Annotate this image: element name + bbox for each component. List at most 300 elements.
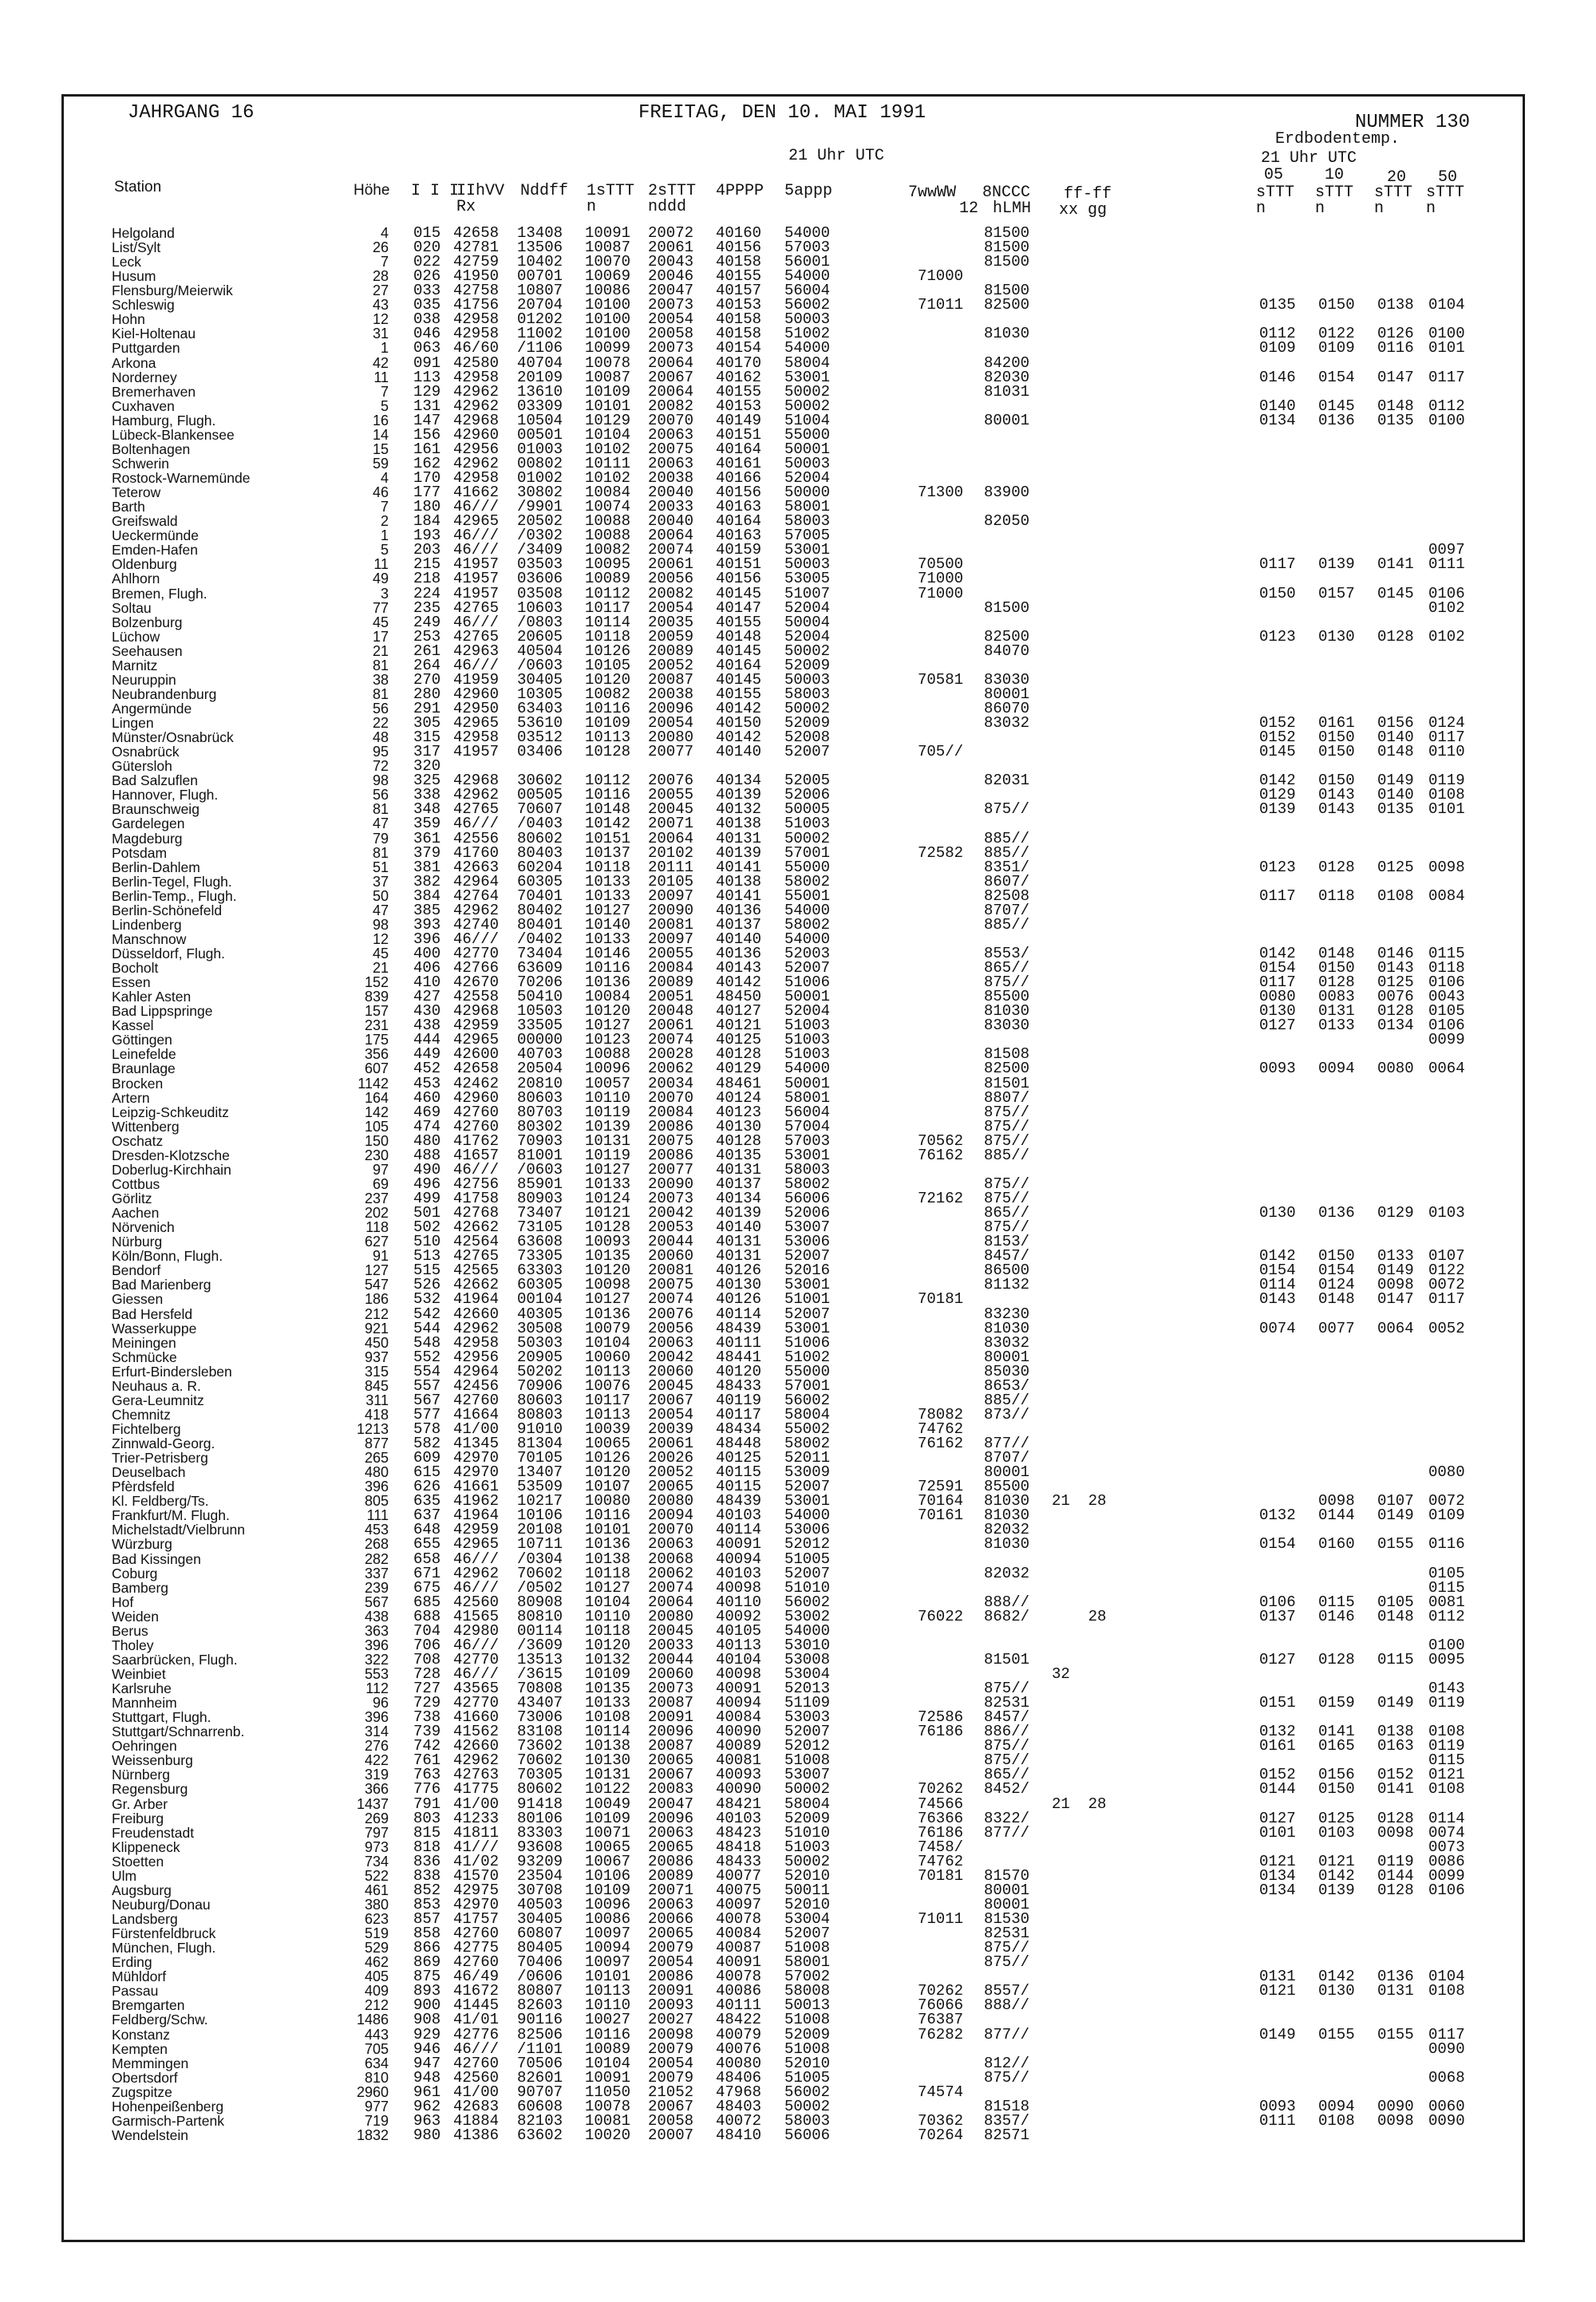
cell-f: 50013 (784, 1996, 831, 2015)
cell-d: 20074 (648, 1031, 694, 1049)
cell-h: 805 (364, 1493, 389, 1510)
cell-a: 42456 (453, 1376, 500, 1395)
cell-s4: 0117 (1428, 2025, 1465, 2043)
cell-b: 80602 (517, 829, 563, 847)
cell-g: 71011 (918, 1910, 964, 1929)
cell-c: 10071 (585, 1823, 631, 1842)
cell-id: 460 (413, 1088, 441, 1107)
cell-f: 57001 (784, 843, 831, 862)
cell-h: 269 (364, 1810, 389, 1826)
cell-e: 40078 (716, 1910, 762, 1929)
cell-a: 41762 (453, 1131, 500, 1150)
cell-d: 20075 (648, 440, 694, 458)
cell-g: 70262 (918, 1982, 964, 2000)
cell-a: 41964 (453, 1290, 500, 1309)
cell-e: 40137 (716, 1175, 762, 1193)
cell-d: 20077 (648, 743, 694, 761)
cell-name: Ahlhorn (112, 571, 160, 587)
cell-s4: 0090 (1428, 2111, 1465, 2130)
cell-e: 40126 (716, 1290, 762, 1309)
cell-h: 22 (372, 715, 389, 732)
cell-c: 10151 (585, 829, 631, 847)
cell-f: 56002 (784, 1593, 831, 1611)
cell-id: 161 (413, 440, 441, 458)
cell-d: 20063 (648, 1895, 694, 1913)
cell-s1: 0117 (1259, 973, 1296, 992)
cell-a: 42560 (453, 1593, 500, 1611)
cell-f: 56002 (784, 2083, 831, 2101)
cell-a: 41661 (453, 1478, 500, 1496)
cell-a: 42600 (453, 1045, 500, 1064)
cell-e: 40110 (716, 1593, 762, 1611)
cell-f: 52012 (784, 1737, 831, 1755)
cell-a: 42963 (453, 642, 500, 660)
soil-depth-05: 05 (1264, 166, 1284, 184)
cell-b: 00000 (517, 1031, 563, 1049)
cell-h: 202 (364, 1205, 389, 1222)
cell-id: 020 (413, 239, 441, 257)
cell-g: 72162 (918, 1190, 964, 1208)
cell-name: Stuttgart/Schnarrenb. (112, 1724, 245, 1740)
cell-name: Oschatz (112, 1132, 164, 1149)
cell-id: 430 (413, 1002, 441, 1021)
cell-c: 10142 (585, 815, 631, 833)
cell-k: 81518 (984, 2097, 1030, 2115)
cell-e: 48422 (716, 2011, 762, 2029)
cell-d: 20089 (648, 973, 694, 992)
cell-k: 875// (984, 1737, 1030, 1755)
cell-k: 85030 (984, 1362, 1030, 1380)
cell-a: 42580 (453, 353, 500, 372)
cell-c: 10127 (585, 1290, 631, 1309)
cell-s4: 0043 (1428, 988, 1465, 1006)
cell-id: 961 (413, 2083, 441, 2101)
cell-e: 48433 (716, 1376, 762, 1395)
cell-a: 42663 (453, 858, 500, 876)
cell-c: 10135 (585, 1247, 631, 1266)
cell-b: 70602 (517, 1564, 563, 1582)
cell-c: 10084 (585, 988, 631, 1006)
cell-h: 7 (380, 499, 389, 515)
cell-c: 10100 (585, 310, 631, 329)
cell-f: 52009 (784, 2025, 831, 2043)
cell-c: 10082 (585, 685, 631, 703)
cell-id: 046 (413, 325, 441, 343)
table-row (0, 1350, 1596, 1364)
cell-id: 963 (413, 2111, 441, 2130)
cell-a: 46/// (453, 527, 500, 545)
cell-c: 10127 (585, 901, 631, 919)
cell-h: 314 (364, 1724, 389, 1740)
cell-id: 203 (413, 541, 441, 559)
cell-a: 42760 (453, 1953, 500, 1972)
cell-a: 46/// (453, 815, 500, 833)
cell-f: 50011 (784, 1881, 831, 1899)
cell-name: Bad Hersfeld (112, 1305, 193, 1322)
cell-name: Schmücke (112, 1348, 177, 1365)
cell-h: 4 (380, 225, 389, 241)
cell-s2: 0118 (1318, 886, 1355, 905)
table-row (0, 1535, 1596, 1554)
table-row (0, 353, 1596, 372)
cell-d: 20048 (648, 1002, 694, 1021)
cell-d: 20073 (648, 1190, 694, 1208)
cell-k: 82500 (984, 1060, 1030, 1078)
cell-s3: 0105 (1377, 1593, 1414, 1611)
cell-s1: 0152 (1259, 714, 1296, 732)
cell-f: 55002 (784, 1420, 831, 1438)
cell-id: 893 (413, 1982, 441, 2000)
column-header-clouds-sub: hLMH (993, 199, 1032, 218)
cell-f: 50001 (784, 440, 831, 458)
cell-a: 42959 (453, 1017, 500, 1035)
cell-g: 76282 (918, 2025, 964, 2043)
cell-a: 41445 (453, 1996, 500, 2015)
cell-f: 58001 (784, 1953, 831, 1972)
cell-k: 8707/ (984, 901, 1030, 919)
cell-f: 53002 (784, 1607, 831, 1625)
cell-d: 20059 (648, 627, 694, 646)
cell-f: 55001 (784, 886, 831, 905)
cell-f: 52008 (784, 729, 831, 747)
cell-id: 853 (413, 1895, 441, 1913)
cell-c: 10102 (585, 440, 631, 458)
cell-id: 224 (413, 584, 441, 602)
cell-d: 20082 (648, 584, 694, 602)
cell-id: 542 (413, 1305, 441, 1323)
cell-id: 791 (413, 1795, 441, 1813)
table-row (0, 1061, 1596, 1076)
cell-c: 10129 (585, 411, 631, 429)
cell-b: 63609 (517, 959, 563, 977)
cell-b: 00505 (517, 786, 563, 804)
cell-h: 11 (373, 556, 389, 573)
cell-a: 46/// (453, 1550, 500, 1568)
cell-e: 40142 (716, 699, 762, 717)
cell-h: 38 (372, 671, 389, 688)
cell-name: Saarbrücken, Flugh. (112, 1651, 238, 1668)
cell-g: 72591 (918, 1478, 964, 1496)
cell-e: 40145 (716, 670, 762, 689)
cell-h: 59 (372, 455, 389, 472)
cell-b: 33505 (517, 1017, 563, 1035)
cell-s4: 0110 (1428, 743, 1465, 761)
cell-h: 28 (372, 268, 389, 285)
cell-h: 56 (372, 700, 389, 717)
cell-h: 418 (364, 1406, 389, 1423)
cell-s4: 0099 (1428, 1866, 1465, 1885)
cell-a: 42759 (453, 253, 500, 271)
cell-h: 973 (364, 1838, 389, 1855)
cell-e: 40148 (716, 627, 762, 646)
cell-s4: 0060 (1428, 2097, 1465, 2115)
cell-h: 311 (365, 1392, 389, 1408)
cell-name: Helgoland (112, 225, 175, 241)
column-header-temp2-sub: nddd (648, 198, 687, 216)
cell-b: 50303 (517, 1333, 563, 1352)
cell-f: 50002 (784, 1852, 831, 1870)
cell-e: 40114 (716, 1521, 762, 1539)
cell-h: 567 (364, 1593, 389, 1610)
cell-s3: 0135 (1377, 800, 1414, 819)
cell-a: 46/60 (453, 339, 500, 357)
cell-f: 58008 (784, 1982, 831, 2000)
cell-a: 42740 (453, 915, 500, 934)
cell-k: 81570 (984, 1866, 1030, 1885)
cell-s1: 0130 (1259, 1204, 1296, 1222)
cell-b: 80703 (517, 1103, 563, 1121)
cell-e: 40131 (716, 1247, 762, 1266)
cell-k: 81500 (984, 239, 1030, 257)
cell-a: 42970 (453, 1463, 500, 1482)
cell-name: Boltenhagen (112, 440, 191, 457)
cell-id: 980 (413, 2126, 441, 2144)
cell-c: 10102 (585, 469, 631, 488)
cell-id: 648 (413, 1521, 441, 1539)
cell-k: 82531 (984, 1694, 1030, 1712)
cell-b: 43407 (517, 1694, 563, 1712)
cell-s1: 0080 (1259, 988, 1296, 1006)
soil-observation-time: 21 Uhr UTC (1261, 149, 1357, 168)
cell-h: 111 (366, 1507, 389, 1524)
cell-k: 82508 (984, 886, 1030, 905)
cell-s3: 0116 (1377, 339, 1414, 357)
cell-f: 52012 (784, 1535, 831, 1554)
cell-s3: 0080 (1377, 1060, 1414, 1078)
cell-h: 49 (372, 571, 389, 587)
cell-name: Kahler Asten (112, 989, 192, 1005)
cell-a: 42760 (453, 1925, 500, 1943)
cell-e: 40094 (716, 1550, 762, 1568)
table-row (0, 1780, 1596, 1799)
cell-c: 10076 (585, 1376, 631, 1395)
cell-id: 567 (413, 1391, 441, 1409)
cell-k: 80001 (984, 1348, 1030, 1366)
cell-s3: 0156 (1377, 714, 1414, 732)
cell-a: 41/02 (453, 1852, 500, 1870)
cell-id: 526 (413, 1276, 441, 1294)
cell-h: 522 (364, 1867, 389, 1884)
column-header-weather-sub: 12 (959, 199, 979, 218)
cell-b: /0304 (517, 1550, 563, 1568)
cell-h: 98 (372, 916, 389, 933)
cell-d: 20042 (648, 1204, 694, 1222)
cell-c: 10116 (585, 1506, 631, 1525)
cell-c: 10139 (585, 1117, 631, 1135)
cell-h: 839 (364, 989, 389, 1005)
cell-c: 10087 (585, 239, 631, 257)
cell-h: 5 (380, 542, 389, 559)
cell-d: 20052 (648, 1463, 694, 1482)
cell-s3: 0098 (1377, 1823, 1414, 1842)
cell-c: 10105 (585, 656, 631, 674)
cell-h: 607 (364, 1060, 389, 1077)
cell-name: Landsberg (112, 1911, 178, 1928)
table-row (0, 1566, 1596, 1581)
cell-f: 53006 (784, 1521, 831, 1539)
cell-f: 51003 (784, 1031, 831, 1049)
cell-s2: 0150 (1318, 743, 1355, 761)
cell-f: 50002 (784, 699, 831, 717)
cell-a: 41345 (453, 1435, 500, 1453)
cell-k: 875// (984, 2068, 1030, 2087)
cell-f: 53001 (784, 1276, 831, 1294)
cell-a: 42980 (453, 1621, 500, 1640)
cell-k: 82030 (984, 368, 1030, 386)
cell-a: 41964 (453, 1506, 500, 1525)
cell-name: Flensburg/Meierwik (112, 282, 233, 299)
table-row (0, 341, 1596, 355)
cell-k: 875// (984, 1190, 1030, 1208)
cell-b: 85901 (517, 1175, 563, 1193)
cell-d: 20064 (648, 1593, 694, 1611)
cell-f: 54000 (784, 1621, 831, 1640)
cell-name: Seehausen (112, 642, 183, 659)
cell-e: 40091 (716, 1535, 762, 1554)
cell-b: 03512 (517, 729, 563, 747)
cell-s3: 0098 (1377, 2111, 1414, 2130)
cell-f: 51006 (784, 973, 831, 992)
cell-id: 338 (413, 786, 441, 804)
cell-e: 40142 (716, 973, 762, 992)
cell-b: /0302 (517, 527, 563, 545)
cell-a: 42462 (453, 1074, 500, 1092)
cell-d: 20067 (648, 368, 694, 386)
soil-header-n-10: n (1315, 199, 1325, 218)
cell-h: 11 (373, 369, 389, 385)
cell-s1: 0142 (1259, 945, 1296, 962)
cell-f: 58004 (784, 1795, 831, 1813)
cell-a: 41657 (453, 1146, 500, 1164)
cell-c: 10132 (585, 1650, 631, 1668)
cell-id: 704 (413, 1621, 441, 1640)
cell-h: 16 (372, 412, 389, 428)
cell-s4: 0117 (1428, 1290, 1465, 1309)
cell-d: 20007 (648, 2126, 694, 2144)
cell-s1: 0142 (1259, 1247, 1296, 1266)
cell-id: 113 (413, 368, 441, 386)
cell-e: 40150 (716, 714, 762, 732)
cell-name: Regensburg (112, 1781, 188, 1798)
cell-k: 82050 (984, 512, 1030, 531)
cell-h: 810 (364, 2069, 389, 2086)
cell-s1: 0093 (1259, 1060, 1296, 1078)
cell-a: 41957 (453, 584, 500, 602)
cell-e: 40098 (716, 1578, 762, 1597)
cell-k: 885// (984, 843, 1030, 862)
cell-b: 80810 (517, 1607, 563, 1625)
cell-name: Gera-Leumnitz (112, 1392, 204, 1408)
cell-g: 76162 (918, 1146, 964, 1164)
cell-e: 40140 (716, 743, 762, 761)
table-row (0, 2128, 1596, 2142)
cell-a: 42758 (453, 282, 500, 300)
cell-e: 40097 (716, 1895, 762, 1913)
cell-id: 488 (413, 1146, 441, 1164)
cell-s2: 0157 (1318, 584, 1355, 602)
cell-b: 80403 (517, 843, 563, 862)
cell-b: 13408 (517, 224, 563, 242)
cell-k: 81500 (984, 224, 1030, 242)
cell-a: 42766 (453, 959, 500, 977)
cell-a: 46/// (453, 1578, 500, 1597)
cell-f: 54000 (784, 930, 831, 948)
cell-name: Stuttgart, Flugh. (112, 1709, 211, 1726)
cell-id: 626 (413, 1478, 441, 1496)
cell-c: 10146 (585, 945, 631, 962)
cell-a: 42958 (453, 310, 500, 329)
cell-e: 47968 (716, 2083, 762, 2101)
cell-d: 20062 (648, 1564, 694, 1582)
cell-a: 42959 (453, 1521, 500, 1539)
table-row (0, 860, 1596, 875)
cell-name: Kl. Feldberg/Ts. (112, 1493, 209, 1510)
cell-b: 80405 (517, 1939, 563, 1957)
cell-d: 20097 (648, 930, 694, 948)
cell-a: 42958 (453, 469, 500, 488)
cell-f: 53010 (784, 1636, 831, 1654)
cell-f: 52006 (784, 786, 831, 804)
cell-c: 10148 (585, 800, 631, 819)
cell-g: 72582 (918, 843, 964, 862)
cell-a: 41662 (453, 484, 500, 502)
cell-a: 42962 (453, 454, 500, 472)
cell-f: 50001 (784, 988, 831, 1006)
cell-s4: 0116 (1428, 1535, 1465, 1554)
table-row (0, 627, 1596, 646)
cell-d: 20079 (648, 2068, 694, 2087)
cell-b: /9901 (517, 498, 563, 516)
cell-a: 41/00 (453, 2083, 500, 2101)
cell-d: 20074 (648, 1290, 694, 1309)
cell-name: Mannheim (112, 1695, 177, 1712)
cell-k: 81030 (984, 325, 1030, 343)
cell-c: 10127 (585, 1160, 631, 1179)
cell-f: 58002 (784, 1435, 831, 1453)
cell-f: 52016 (784, 1262, 831, 1280)
cell-c: 10104 (585, 2054, 631, 2072)
cell-d: 20087 (648, 670, 694, 689)
cell-m: 21 28 (1052, 1795, 1107, 1813)
cell-c: 10117 (585, 1391, 631, 1409)
cell-name: Neubrandenburg (112, 685, 217, 702)
cell-f: 52003 (784, 945, 831, 962)
cell-k: 84200 (984, 353, 1030, 372)
cell-id: 738 (413, 1708, 441, 1727)
cell-b: 10217 (517, 1492, 563, 1510)
cell-a: 41386 (453, 2126, 500, 2144)
cell-name: Konstanz (112, 2026, 170, 2043)
cell-s2: 0124 (1318, 1276, 1355, 1294)
cell-d: 20039 (648, 1420, 694, 1438)
cell-h: 72 (372, 758, 389, 775)
cell-a: 42760 (453, 2054, 500, 2072)
cell-d: 20068 (648, 1550, 694, 1568)
cell-k: 8452/ (984, 1780, 1030, 1799)
cell-h: 3 (380, 585, 389, 602)
cell-c: 10109 (585, 1881, 631, 1899)
cell-e: 40164 (716, 440, 762, 458)
cell-f: 53008 (784, 1650, 831, 1668)
cell-h: 77 (372, 599, 389, 616)
cell-g: 70581 (918, 670, 964, 689)
column-header-nddff: Nddff (520, 182, 569, 200)
cell-id: 946 (413, 2039, 441, 2058)
cell-h: 1832 (356, 2126, 389, 2143)
cell-b: 30508 (517, 1319, 563, 1337)
soil-depth-20: 20 (1387, 168, 1407, 187)
cell-f: 50002 (784, 2097, 831, 2115)
